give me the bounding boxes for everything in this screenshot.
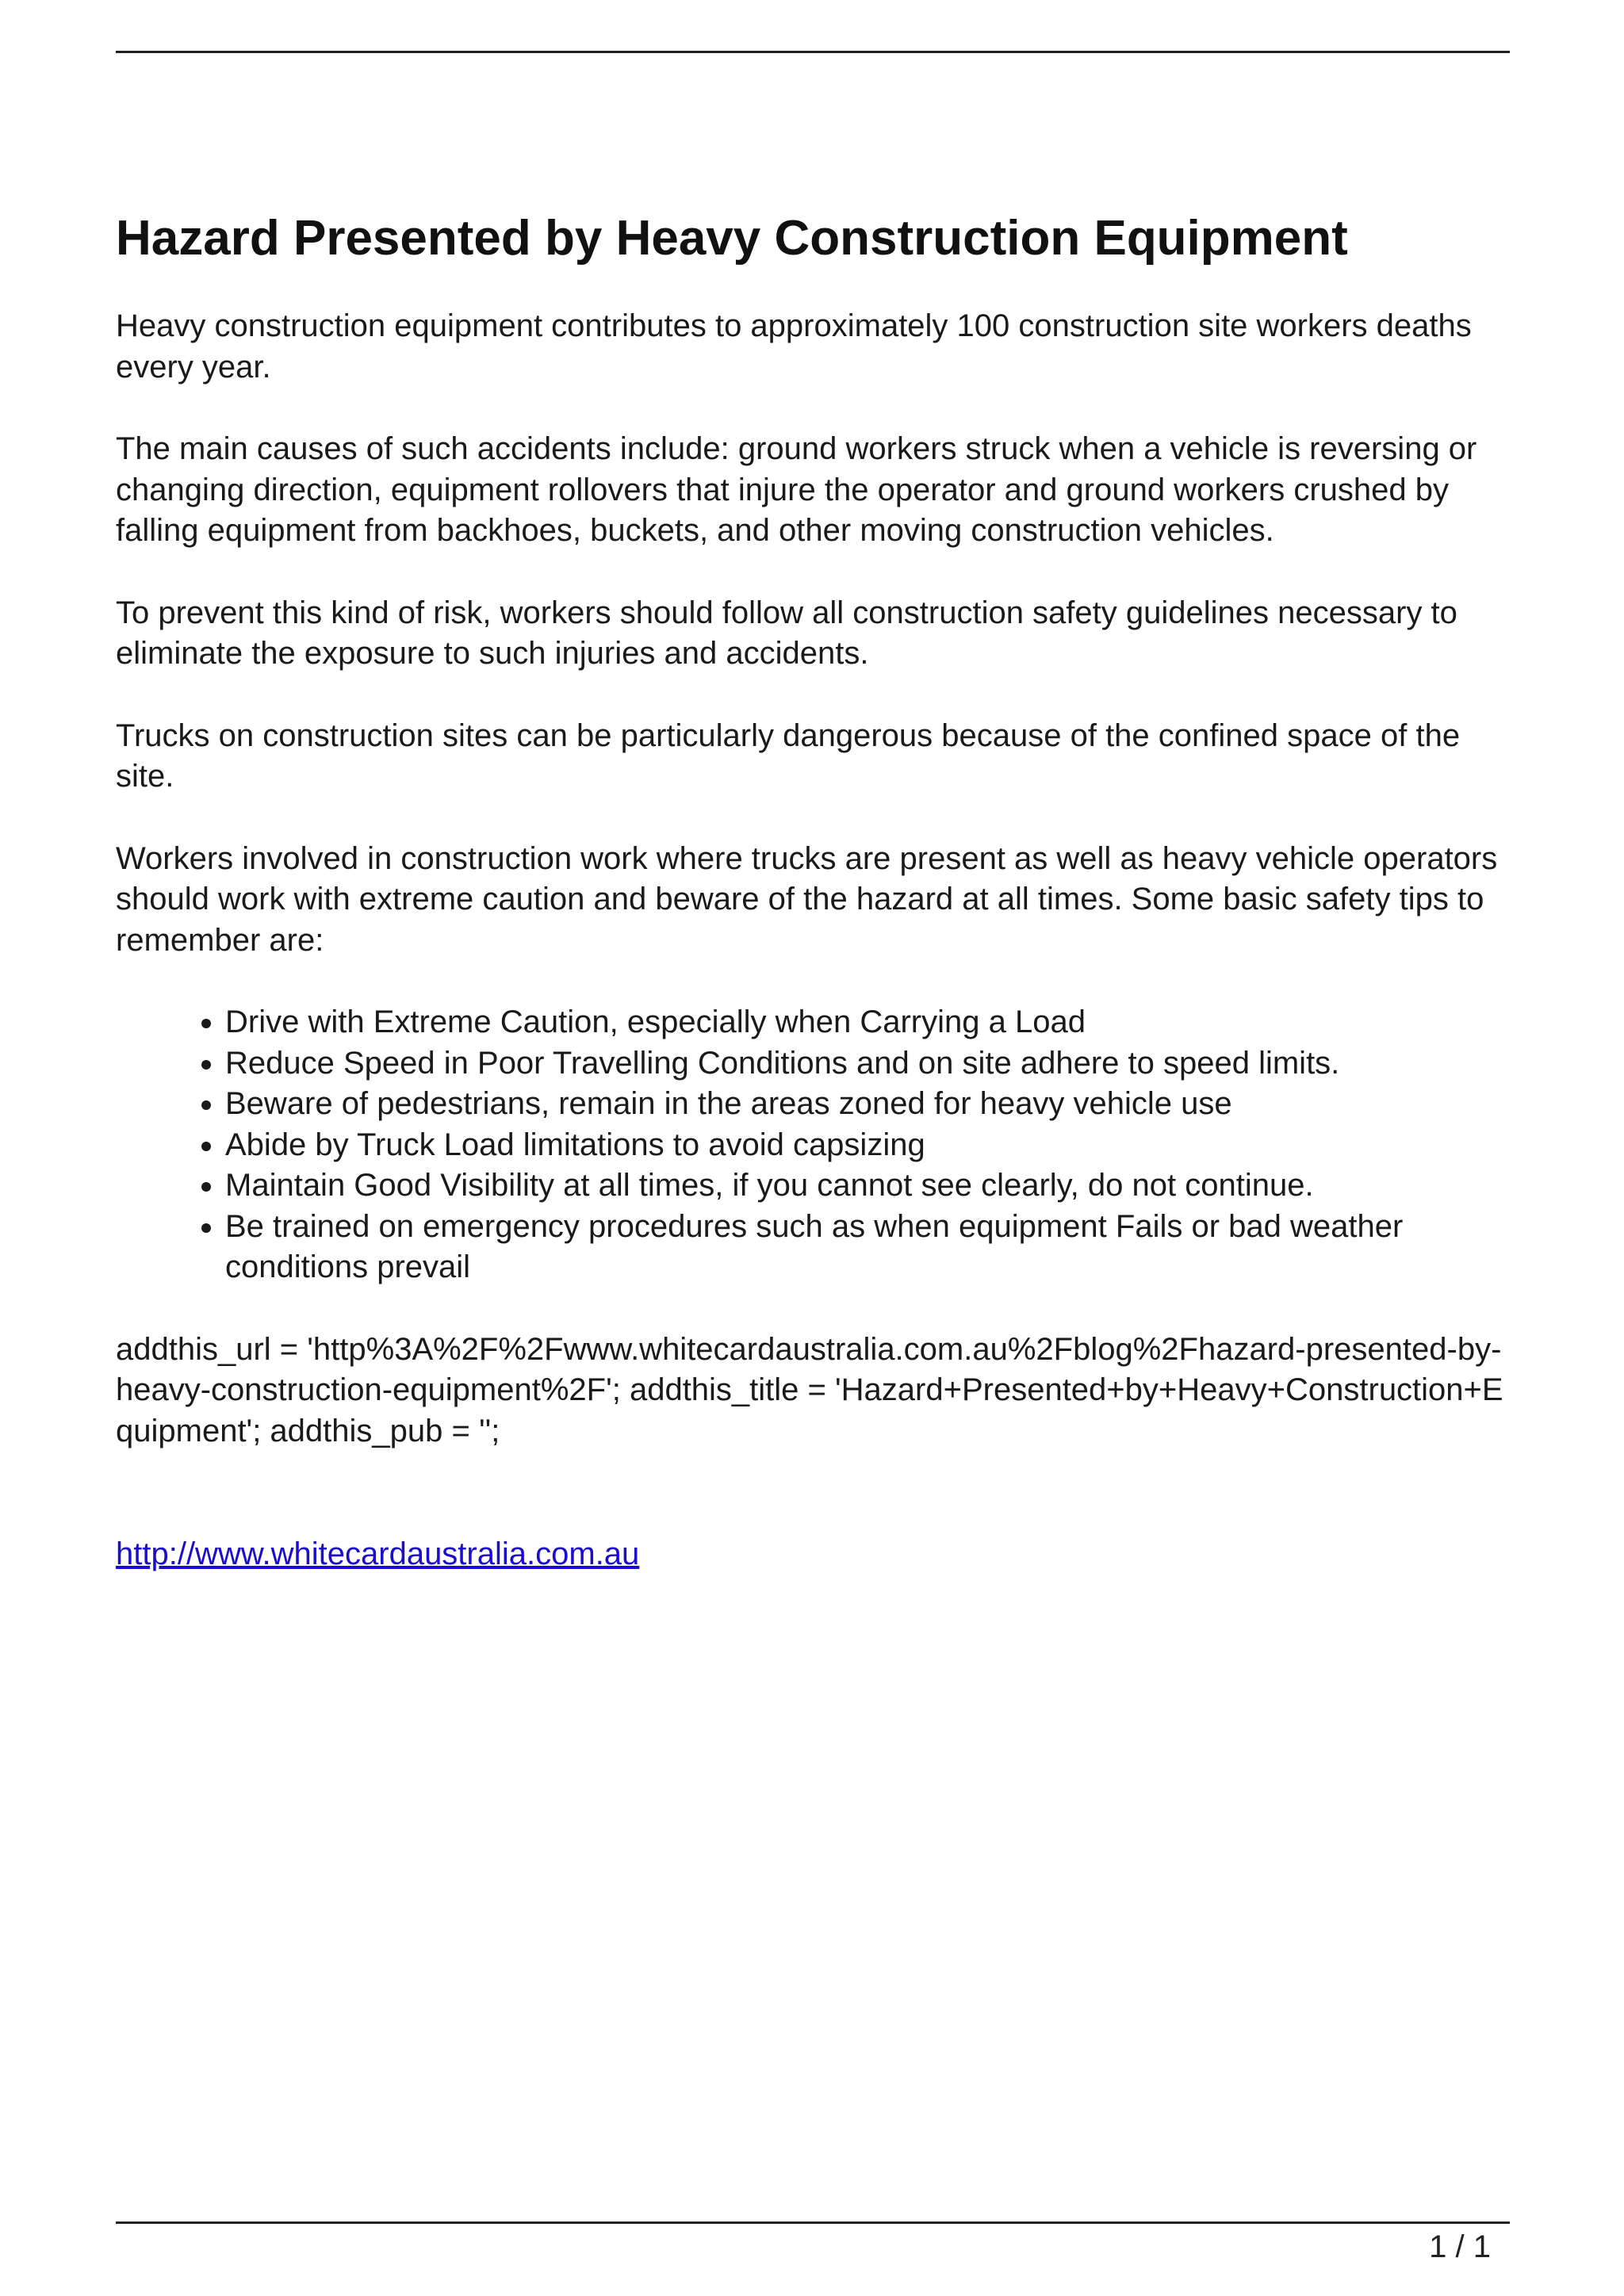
page-number: 1 / 1 — [1429, 2229, 1491, 2264]
list-item: • Abide by Truck Load limitations to avoid capsizing — [225, 1125, 1510, 1166]
header-rule — [116, 51, 1510, 53]
website-link[interactable]: http://www.whitecardaustralia.com.au — [116, 1536, 640, 1571]
list-item: • Reduce Speed in Poor Travelling Conditions and on site adhere to speed limits. — [225, 1043, 1510, 1085]
safety-tips-list — [116, 1002, 1510, 1288]
document-body — [116, 205, 1510, 1575]
addthis-code: addthis_url = 'http%3A%2F%2Fwww.whitecardaustralia.com.au%2Fblog%2Fhazard-presented-by-heavy-construction-equipment%2F'; addthis_title = 'Hazard+Presented+by+Heavy+Construction+Equipment'; addthis_pub = ''; — [116, 1331, 1503, 1448]
list-item: • Maintain Good Visibility at all times, if you cannot see clearly, do not continue. — [225, 1165, 1510, 1207]
footer-rule — [116, 2221, 1510, 2224]
paragraph-trucks: Trucks on construction sites can be particularly dangerous because of the confined space of the site. — [116, 718, 1461, 794]
paragraph-causes: The main causes of such accidents include: ground workers struck when a vehicle is reversing or changing direction, equipment rollovers that injure the operator and ground workers crushed by falling equipment from backhoes, buckets, and other moving construction vehicles. — [116, 431, 1477, 548]
paragraph-caution: Workers involved in construction work where trucks are present as well as heavy vehicle operators should work with extreme caution and beware of the hazard at all times. Some basic safety tips to remember are: — [116, 840, 1498, 958]
list-item: • Be trained on emergency procedures such as when equipment Fails or bad weather conditions prevail — [225, 1207, 1510, 1288]
paragraph-prevention: To prevent this kind of risk, workers should follow all construction safety guidelines necessary to eliminate the exposure to such injuries and accidents. — [116, 595, 1457, 671]
list-item: • Drive with Extreme Caution, especially when Carrying a Load — [225, 1002, 1510, 1043]
page-title: Hazard Presented by Heavy Construction Equipment — [116, 211, 1348, 266]
paragraph-intro: Heavy construction equipment contributes to approximately 100 construction site workers deaths every year. — [116, 308, 1472, 385]
list-item: • Beware of pedestrians, remain in the areas zoned for heavy vehicle use — [225, 1084, 1510, 1125]
